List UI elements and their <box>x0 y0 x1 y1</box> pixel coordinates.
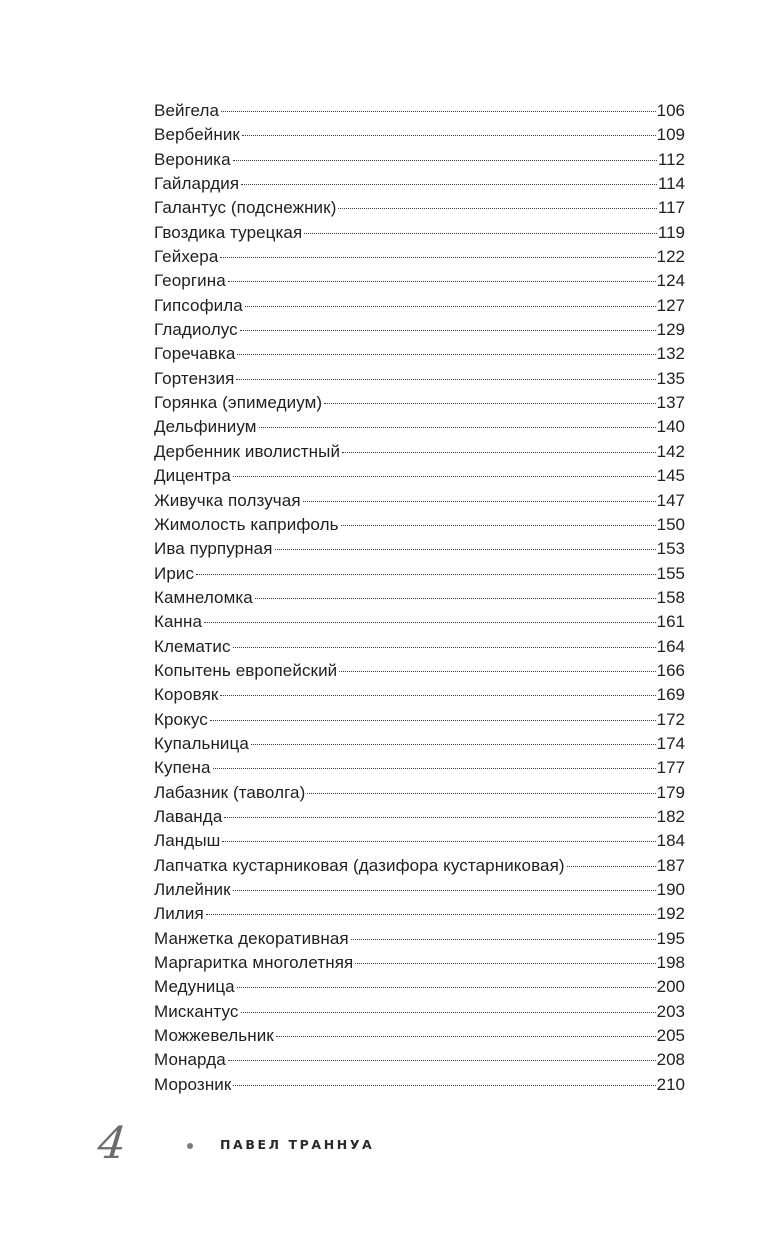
dot-leader <box>233 646 656 648</box>
toc-entry-page: 140 <box>656 417 685 437</box>
toc-entry <box>154 659 685 683</box>
toc-entry-title: Гвоздика турецкая <box>154 222 303 242</box>
toc-entry <box>154 635 685 659</box>
toc-entry-page: 155 <box>656 563 685 583</box>
toc-entry <box>154 1073 685 1097</box>
toc-entry-page: 174 <box>656 733 685 753</box>
toc-entry-page: 192 <box>656 904 685 924</box>
page-number: 4 <box>95 1118 129 1169</box>
dot-leader <box>338 207 656 209</box>
toc-entry-title: Гладиолус <box>154 320 238 340</box>
dot-leader <box>213 767 656 769</box>
toc-entry <box>154 196 685 220</box>
dot-leader <box>233 889 656 891</box>
toc-entry <box>154 756 685 780</box>
dot-leader <box>233 1084 655 1086</box>
toc-entry-title: Жимолость каприфоль <box>154 514 339 534</box>
toc-entry <box>154 245 685 269</box>
toc-entry-page: 210 <box>656 1074 685 1094</box>
toc-entry <box>154 708 685 732</box>
toc-entry <box>154 123 685 147</box>
toc-entry-title: Клематис <box>154 636 231 656</box>
toc-entry <box>154 489 685 513</box>
toc-entry-page: 117 <box>657 198 685 218</box>
toc-entry-page: 198 <box>656 953 685 973</box>
toc-entry-title: Живучка ползучая <box>154 490 301 510</box>
toc-entry-title: Дицентра <box>154 466 231 486</box>
dot-leader <box>324 402 655 404</box>
toc-entry-page: 203 <box>656 1001 685 1021</box>
toc-entry-title: Гейхера <box>154 247 219 267</box>
dot-leader <box>355 962 655 964</box>
toc-entry-page: 172 <box>656 709 685 729</box>
dot-leader <box>339 670 655 672</box>
toc-entry-title: Дербенник иволистный <box>154 441 341 461</box>
toc-entry-page: 195 <box>656 928 685 948</box>
toc-entry <box>154 927 685 951</box>
dot-leader <box>228 1059 656 1061</box>
toc-entry-page: 153 <box>656 539 685 559</box>
toc-entry-title: Лилия <box>154 904 204 924</box>
bullet-dot-icon <box>187 1143 193 1149</box>
toc-entry <box>154 172 685 196</box>
toc-entry-title: Гортензия <box>154 368 235 388</box>
toc-entry <box>154 367 685 391</box>
toc-entry-title: Купальница <box>154 733 249 753</box>
table-of-contents <box>154 99 685 1097</box>
toc-entry <box>154 610 685 634</box>
dot-leader <box>241 183 657 185</box>
toc-entry-page: 208 <box>656 1050 685 1070</box>
dot-leader <box>276 1035 656 1037</box>
toc-entry <box>154 854 685 878</box>
toc-entry <box>154 902 685 926</box>
dot-leader <box>241 1011 656 1013</box>
toc-entry-page: 164 <box>656 636 685 656</box>
toc-entry-title: Лаванда <box>154 806 223 826</box>
toc-entry-title: Коровяк <box>154 685 219 705</box>
dot-leader <box>221 110 656 112</box>
dot-leader <box>220 256 655 258</box>
toc-entry-page: 158 <box>656 587 685 607</box>
dot-leader <box>236 378 655 380</box>
toc-entry-title: Ива пурпурная <box>154 539 273 559</box>
dot-leader <box>210 719 656 721</box>
toc-entry <box>154 513 685 537</box>
toc-entry-title: Горечавка <box>154 344 236 364</box>
toc-entry-title: Ирис <box>154 563 195 583</box>
toc-entry <box>154 537 685 561</box>
toc-entry-page: 166 <box>656 660 685 680</box>
toc-entry <box>154 440 685 464</box>
toc-entry <box>154 391 685 415</box>
toc-entry-page: 150 <box>656 514 685 534</box>
toc-entry <box>154 586 685 610</box>
toc-entry-title: Лапчатка кустарниковая (дазифора кустарниковая) <box>154 855 565 875</box>
toc-entry-title: Маргаритка многолетняя <box>154 953 354 973</box>
toc-entry-page: 112 <box>657 149 685 169</box>
toc-entry-title: Копытень европейский <box>154 660 338 680</box>
toc-entry <box>154 1000 685 1024</box>
dot-leader <box>567 865 656 867</box>
toc-entry-page: 132 <box>656 344 685 364</box>
toc-entry-title: Канна <box>154 612 203 632</box>
toc-entry-title: Лилейник <box>154 880 231 899</box>
dot-leader <box>237 986 656 988</box>
toc-entry <box>154 99 685 123</box>
toc-entry-page: 142 <box>656 441 685 461</box>
dot-leader <box>222 840 655 842</box>
dot-leader <box>259 426 656 428</box>
dot-leader <box>220 694 655 696</box>
toc-entry <box>154 683 685 707</box>
dot-leader <box>224 816 655 818</box>
page-footer <box>95 1118 498 1178</box>
toc-entry <box>154 951 685 975</box>
toc-entry-page: 122 <box>656 247 685 267</box>
toc-entry <box>154 732 685 756</box>
toc-entry <box>154 148 685 172</box>
dot-leader <box>206 913 656 915</box>
toc-entry-page: 179 <box>656 782 685 802</box>
toc-entry-page: 182 <box>656 806 685 826</box>
toc-entry-title: Можжевельник <box>154 1026 274 1046</box>
dot-leader <box>245 305 656 307</box>
toc-entry <box>154 294 685 318</box>
dot-leader <box>341 524 656 526</box>
toc-entry-title: Крокус <box>154 709 208 729</box>
toc-entry <box>154 342 685 366</box>
toc-entry-page: 205 <box>656 1026 685 1046</box>
toc-entry-page: 119 <box>657 222 685 242</box>
toc-entry-page: 135 <box>656 368 685 388</box>
toc-entry-page: 124 <box>656 271 685 291</box>
dot-leader <box>304 232 657 234</box>
dot-leader <box>251 743 656 745</box>
toc-entry-page: 177 <box>656 758 685 778</box>
toc-entry-title: Камнеломка <box>154 587 253 607</box>
toc-entry-page: 184 <box>656 831 685 851</box>
toc-entry <box>154 829 685 853</box>
toc-entry <box>154 1048 685 1072</box>
dot-leader <box>196 573 656 575</box>
toc-entry-page: 109 <box>656 125 685 145</box>
toc-entry <box>154 562 685 586</box>
toc-entry-title: Вероника <box>154 149 231 169</box>
toc-entry <box>154 269 685 293</box>
toc-entry-page: 145 <box>656 466 685 486</box>
toc-entry-page: 161 <box>656 612 685 632</box>
toc-entry <box>154 878 685 902</box>
dot-leader <box>307 792 655 794</box>
dot-leader <box>255 597 656 599</box>
toc-entry-page: 200 <box>656 977 685 997</box>
dot-leader <box>228 280 656 282</box>
toc-entry-title: Галантус (подснежник) <box>154 198 337 218</box>
toc-entry-title: Георгина <box>154 271 226 291</box>
toc-entry-title: Вейгела <box>154 101 220 120</box>
dot-leader <box>240 329 656 331</box>
toc-entry <box>154 975 685 999</box>
toc-entry-page: 127 <box>656 295 685 315</box>
dot-leader <box>242 134 656 136</box>
dot-leader <box>351 938 656 940</box>
dot-leader <box>237 353 655 355</box>
toc-entry-title: Купена <box>154 758 211 778</box>
dot-leader <box>342 451 656 453</box>
toc-entry-page: 169 <box>656 685 685 705</box>
dot-leader <box>233 159 657 161</box>
dot-leader <box>303 500 656 502</box>
dot-leader <box>204 621 656 623</box>
toc-entry-title: Медуница <box>154 977 235 997</box>
toc-entry-page: 129 <box>656 320 685 340</box>
toc-entry-page: 187 <box>656 855 685 875</box>
dot-leader <box>233 475 656 477</box>
toc-entry-title: Ландыш <box>154 831 221 851</box>
toc-entry <box>154 415 685 439</box>
toc-entry <box>154 464 685 488</box>
dot-leader <box>275 548 656 550</box>
toc-entry-page: 137 <box>656 393 685 413</box>
toc-entry-page: 147 <box>656 490 685 510</box>
toc-entry <box>154 781 685 805</box>
author-name: ПАВЕЛ ТРАННУА <box>220 1137 375 1152</box>
toc-entry <box>154 221 685 245</box>
toc-entry-title: Гипсофила <box>154 295 243 315</box>
toc-entry-title: Вербейник <box>154 125 240 145</box>
toc-entry-page: 190 <box>656 880 685 899</box>
toc-entry-title: Мискантус <box>154 1001 239 1021</box>
toc-entry <box>154 318 685 342</box>
toc-entry <box>154 1024 685 1048</box>
toc-entry-title: Монарда <box>154 1050 226 1070</box>
toc-entry-page: 114 <box>657 174 685 194</box>
toc-entry-page: 106 <box>656 101 685 120</box>
toc-entry-title: Морозник <box>154 1074 232 1094</box>
toc-entry-title: Гайлардия <box>154 174 240 194</box>
toc-entry-title: Горянка (эпимедиум) <box>154 393 323 413</box>
toc-entry <box>154 805 685 829</box>
toc-entry-title: Дельфиниум <box>154 417 257 437</box>
toc-entry-title: Лабазник (таволга) <box>154 782 306 802</box>
toc-entry-title: Манжетка декоративная <box>154 928 349 948</box>
